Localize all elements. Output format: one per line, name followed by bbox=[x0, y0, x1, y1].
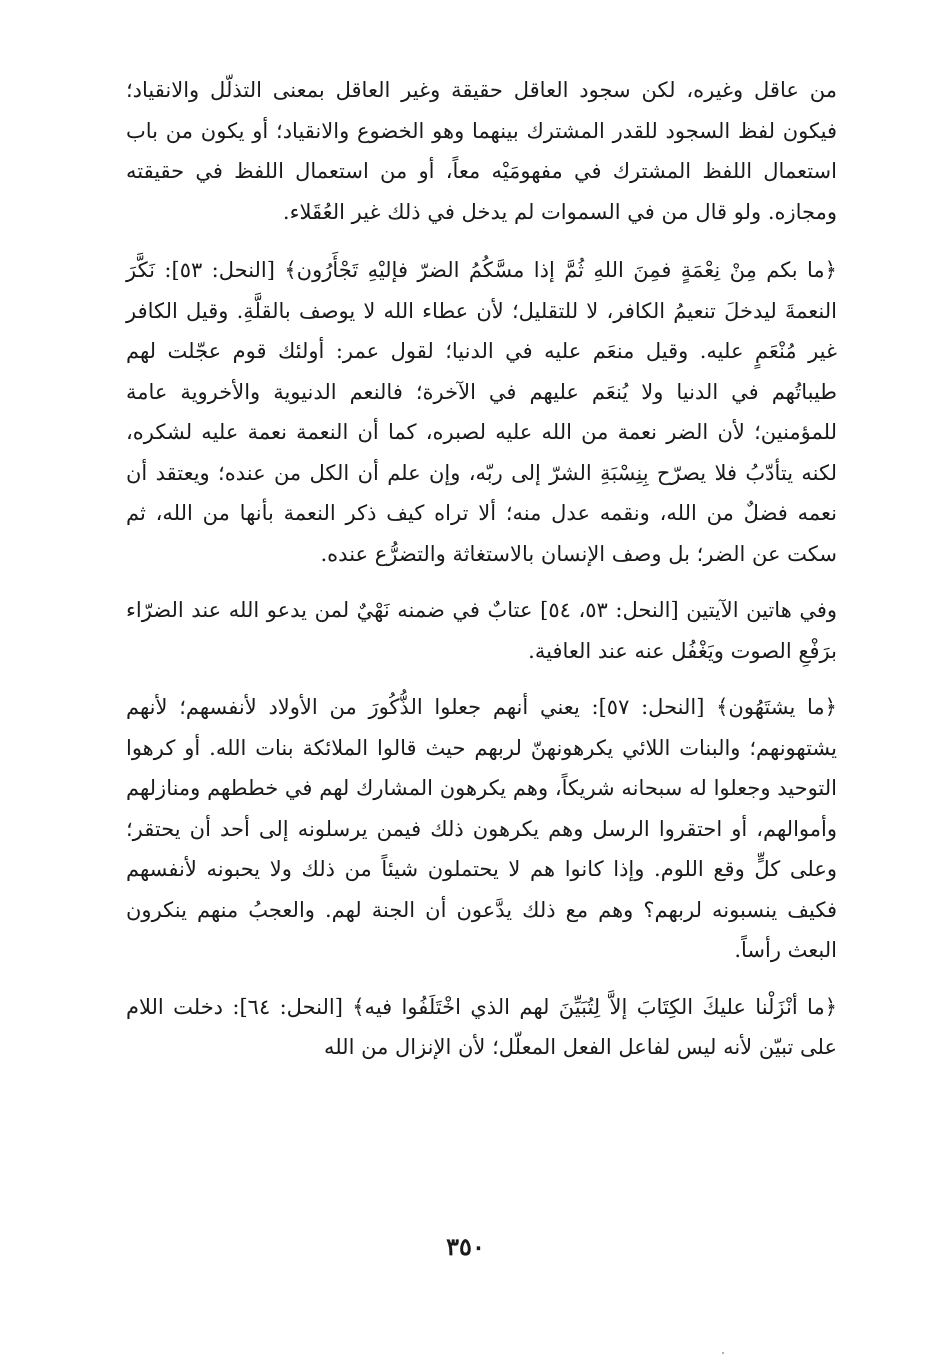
page-number: ٣٥٠ bbox=[446, 1232, 485, 1261]
paragraph-nahl-57: ﴿ما يشتَهُون﴾ [النحل: ٥٧]: يعني أنهم جعلوا الذُّكُورَ من الأولاد لأنفسهم؛ لأنهم يشتهونهم؛ والبنات اللائي يكرهونهنّ لربهم حيث قالوا الملائكة بنات الله. أو كرهوا التوحيد وجعلوا له سبحانه شريكاً، وهم يكرهون المشارك لهم في خططهم ومنازلهم وأموالهم، أو احتقروا الرسل وهم يكرهون ذلك فيمن يرسلونه إلى أحد أن يحتقر؛ وعلى كلٍّ وقع اللوم. وإذا كانوا هم لا يحتملون شيئاً من ذلك ولا يحبونه لأنفسهم فكيف ينسبونه لربهم؟ وهم مع ذلك يدَّعون أن الجنة لهم. والعجبُ منهم ينكرون البعث رأساً. bbox=[126, 695, 837, 962]
paragraph-nahl-53-54: وفي هاتين الآيتين [النحل: ٥٣، ٥٤] عتابٌ في ضمنه نَهْيٌ لمن يدعو الله عند الضرّاء برَفْعِ الصوت ويَغْفُل عنه عند العافية. bbox=[126, 598, 838, 663]
scan-speck bbox=[722, 1352, 724, 1354]
paragraph-nahl-64: ﴿ما أنْزَلْنا عليكَ الكِتَابَ إلاَّ لِتُبَيِّنَ لهم الذي اخْتَلَفُوا فيه﴾ [النحل: ٦٤]: دخلت اللام على تبيّن لأنه ليس لفاعل الفعل المعلّل؛ لأن الإنزال من الله bbox=[126, 994, 838, 1059]
paragraph-sujud: من عاقل وغيره، لكن سجود العاقل حقيقة وغير العاقل بمعنى التذلّل والانقياد؛ فيكون لفظ السجود للقدر المشترك بينهما وهو الخضوع والانقياد؛ أو يكون من باب استعمال اللفظ المشترك في مفهومَيْه معاً، أو من استعمال اللفظ في حقيقته ومجازه. ولو قال من في السموات لم يدخل في ذلك غير العُقَلاء. bbox=[126, 78, 837, 224]
paragraph-nahl-53: ﴿ما بكم مِنْ نِعْمَةٍ فمِنَ اللهِ ثُمَّ إذا مسَّكُمُ الضرّ فإليْهِ تَجْأَرُون﴾ [النحل: ٥٣]: نَكَّرَ النعمةَ ليدخلَ تنعيمُ الكافر، لا للتقليل؛ لأن عطاء الله لا يوصف بالقلَّةِ. وقيل الكافر غير مُنْعَمٍ عليه. وقيل منعَم عليه في الدنيا؛ لقول عمر: أولئك قوم عجّلت لهم طيباتُهم في الدنيا ولا يُنعَم عليهم في الآخرة؛ فالنعم الدنيوية والأخروية عامة للمؤمنين؛ لأن الضر نعمة من الله عليه لصبره، كما أن النعمة نعمة عليه لشكره، لكنه يتأدّبُ فلا يصرّح بِنِسْبَةِ الشرّ إلى ربّه، وإن علم أن الكل من عنده؛ ويعتقد أن نعمه فضلٌ من الله، ونقمه عدل منه؛ ألا تراه كيف ذكر النعمة بأنها من الله، ثم سكت عن الضر؛ بل وصف الإنسان بالاستغاثة والتضرُّع عنده. bbox=[126, 258, 837, 566]
